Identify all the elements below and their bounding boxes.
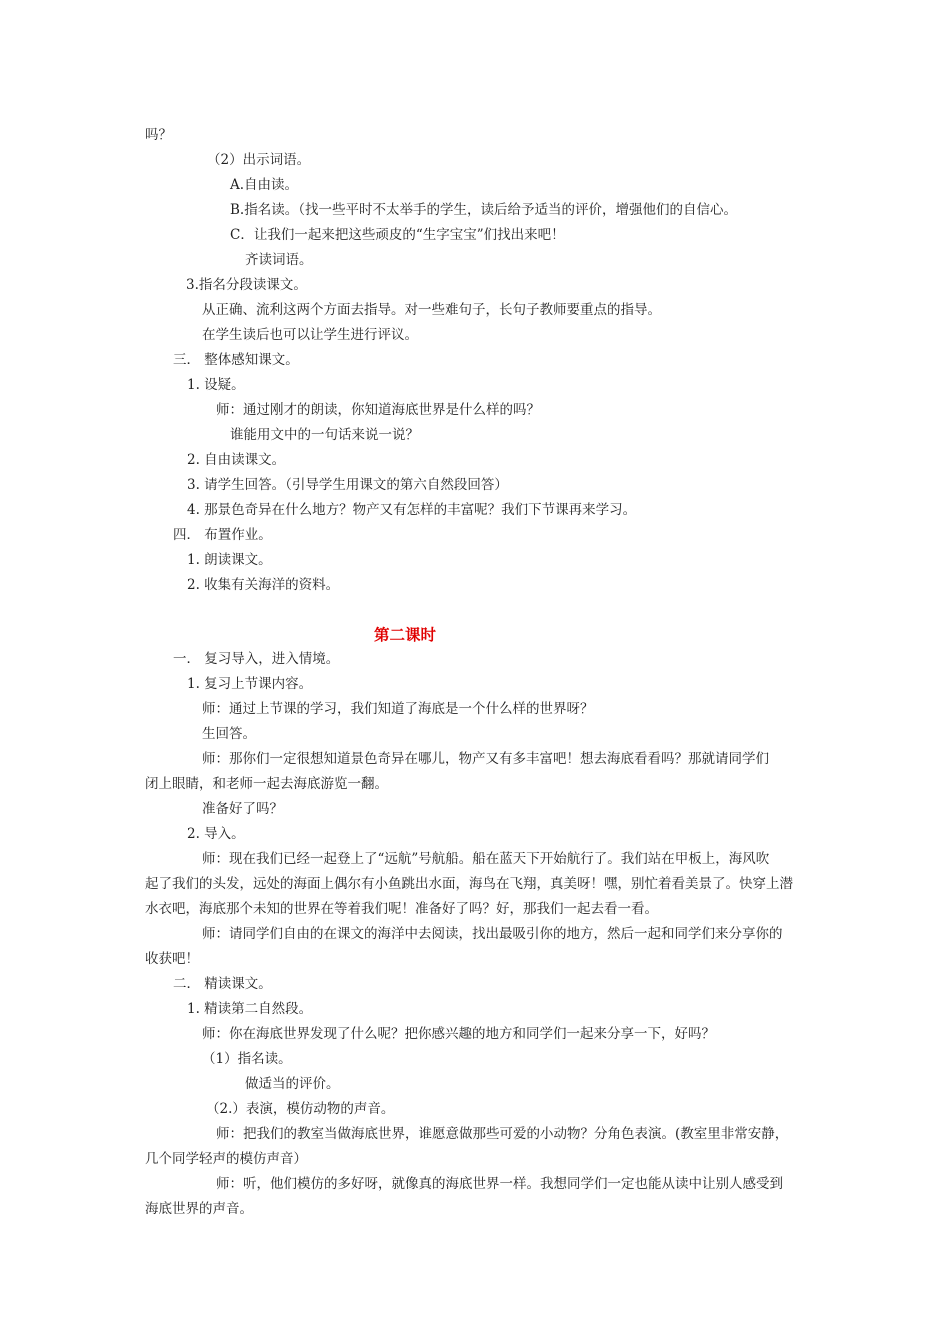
- text-line: 从正确、流利这两个方面去指导。对一些难句子，长句子教师要重点的指导。: [202, 302, 661, 318]
- text-line: 3.指名分段读课文。: [186, 277, 307, 293]
- text-line: 几个同学轻声的模仿声音）: [145, 1151, 307, 1167]
- section-heading: 三． 整体感知课文。: [173, 352, 299, 368]
- text-line: 2. 收集有关海洋的资料。: [187, 577, 340, 593]
- text-line: 师：你在海底世界发现了什么呢？把你感兴趣的地方和同学们一起来分享一下，好吗？: [202, 1026, 715, 1042]
- text-line: 海底世界的声音。: [145, 1201, 253, 1217]
- text-line: 1. 朗读课文。: [187, 552, 272, 568]
- text-line: 师：那你们一定很想知道景色奇异在哪儿，物产又有多丰富吧！想去海底看看吗？那就请同学们: [202, 751, 769, 767]
- text-line: 师：通过刚才的朗读，你知道海底世界是什么样的吗？: [216, 402, 540, 418]
- text-line: （2.）表演，模仿动物的声音。: [206, 1101, 395, 1117]
- text-line: 2. 自由读课文。: [187, 452, 286, 468]
- text-line: 收获吧！: [145, 951, 199, 967]
- text-line: 准备好了吗？: [202, 801, 283, 817]
- text-line: 吗？: [145, 127, 172, 143]
- text-line: 1. 精读第二自然段。: [187, 1001, 313, 1017]
- text-line: 师：通过上节课的学习，我们知道了海底是一个什么样的世界呀？: [202, 701, 594, 717]
- text-line: B.指名读。（找一些平时不太举手的学生，读后给予适当的评价，增强他们的自信心。: [230, 202, 737, 218]
- text-line: C．让我们一起来把这些顽皮的“生字宝宝”们找出来吧！: [230, 227, 565, 243]
- text-line: 师：现在我们已经一起登上了“远航”号航船。船在蓝天下开始航行了。我们站在甲板上，海风吹: [202, 851, 770, 867]
- text-line: 1. 复习上节课内容。: [187, 676, 313, 692]
- text-line: 起了我们的头发，远处的海面上偶尔有小鱼跳出水面，海鸟在飞翔，真美呀！嘿，别忙着看美景了。快穿上潜: [145, 876, 793, 892]
- text-line: 齐读词语。: [245, 252, 313, 268]
- text-line: （2）出示词语。: [207, 152, 311, 168]
- text-line: 2. 导入。: [187, 826, 245, 842]
- section-heading: 四． 布置作业。: [173, 527, 272, 543]
- text-line: 谁能用文中的一句话来说一说？: [230, 427, 419, 443]
- section-heading: 二． 精读课文。: [173, 976, 272, 992]
- text-line: （1）指名读。: [202, 1051, 292, 1067]
- text-line: 4. 那景色奇异在什么地方？物产又有怎样的丰富呢？我们下节课再来学习。: [187, 502, 637, 518]
- text-line: A.自由读。: [230, 177, 299, 193]
- text-line: 1. 设疑。: [187, 377, 245, 393]
- text-line: 师：听，他们模仿的多好呀，就像真的海底世界一样。我想同学们一定也能从读中让别人感受到: [216, 1176, 783, 1192]
- section-heading: 一． 复习导入，进入情境。: [173, 651, 340, 667]
- text-line: 水衣吧，海底那个未知的世界在等着我们呢！准备好了吗？好，那我们一起去看一看。: [145, 901, 658, 917]
- text-line: 闭上眼睛，和老师一起去海底游览一翻。: [145, 776, 388, 792]
- lesson-title: 第二课时: [373, 625, 436, 644]
- text-line: 师：请同学们自由的在课文的海洋中去阅读，找出最吸引你的地方，然后一起和同学们来分享你的: [202, 926, 783, 942]
- text-line: 3. 请学生回答。（引导学生用课文的第六自然段回答）: [187, 477, 508, 493]
- text-line: 在学生读后也可以让学生进行评议。: [202, 327, 418, 343]
- text-line: 生回答。: [202, 726, 256, 742]
- text-line: 做适当的评价。: [245, 1076, 340, 1092]
- text-line: 师：把我们的教室当做海底世界，谁愿意做那些可爱的小动物？分角色表演。(教室里非常安静，: [216, 1126, 789, 1142]
